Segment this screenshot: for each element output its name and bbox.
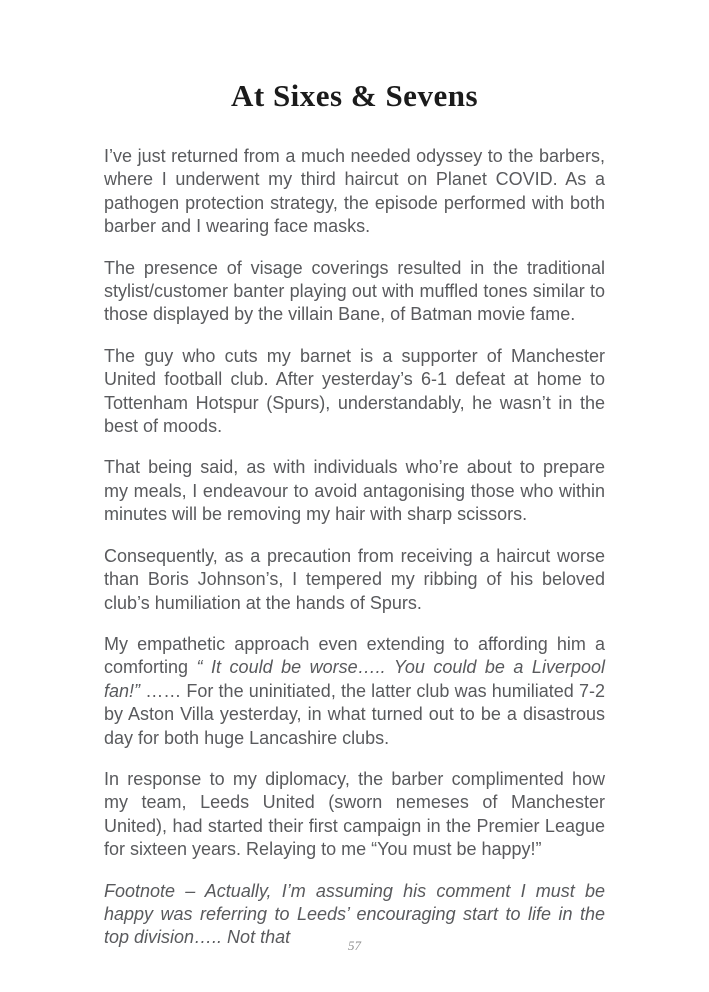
text-run: The presence of visage coverings resulted in the traditional stylist/customer banter playing out with muffled tones similar to those displayed by the villain Bane, of Batman movie fame. — [104, 257, 605, 325]
page-title: At Sixes & Sevens — [230, 78, 479, 113]
text-run: Consequently, as a precaution from receiving a haircut worse than Boris Johnson’s, I tempered my ribbing of his beloved club’s humiliation at the hands of Spurs. — [104, 545, 605, 613]
text-run: I’ve just returned from a much needed odyssey to the barbers, where I underwent my third haircut on Planet COVID. As a pathogen protection strategy, the episode performed with both barber and I wearing face masks. — [104, 146, 605, 237]
paragraph — [104, 257, 605, 327]
paragraph — [104, 633, 605, 750]
italic-text-run: Footnote – Actually, I’m assuming his comment I must be happy was referring to Leeds’ encouraging start to life in the top division….. Not that — [104, 880, 605, 948]
paragraph — [104, 456, 605, 526]
italic-text-run: “ It could be worse….. You could be a Liverpool fan!” — [104, 657, 605, 701]
text-run: That being said, as with individuals who’re about to prepare my meals, I endeavour to avoid antagonising those who within minutes will be removing my hair with sharp scissors. — [104, 457, 605, 525]
paragraph — [104, 768, 605, 862]
text-run: …… For the uninitiated, the latter club was humiliated 7-2 by Aston Villa yesterday, in what turned out to be a disastrous day for both huge Lancashire clubs. — [104, 680, 605, 748]
paragraph — [104, 145, 605, 239]
text-run: The guy who cuts my barnet is a supporter of Manchester United football club. After yesterday’s 6-1 defeat at home to Tottenham Hotspur (Spurs), understandably, he wasn’t in the best of moods. — [104, 345, 605, 437]
page-number: 57 — [348, 938, 361, 953]
text-run: My empathetic approach even extending to affording him a comforting — [104, 633, 605, 678]
page-footer — [0, 938, 709, 954]
document-body — [0, 145, 709, 950]
paragraph — [104, 345, 605, 439]
paragraph — [104, 545, 605, 615]
text-run: In response to my diplomacy, the barber complimented how my team, Leeds United (sworn nemeses of Manchester United), had started their first campaign in the Premier League for sixteen years. Relaying to me “You must be happy!” — [104, 768, 605, 860]
